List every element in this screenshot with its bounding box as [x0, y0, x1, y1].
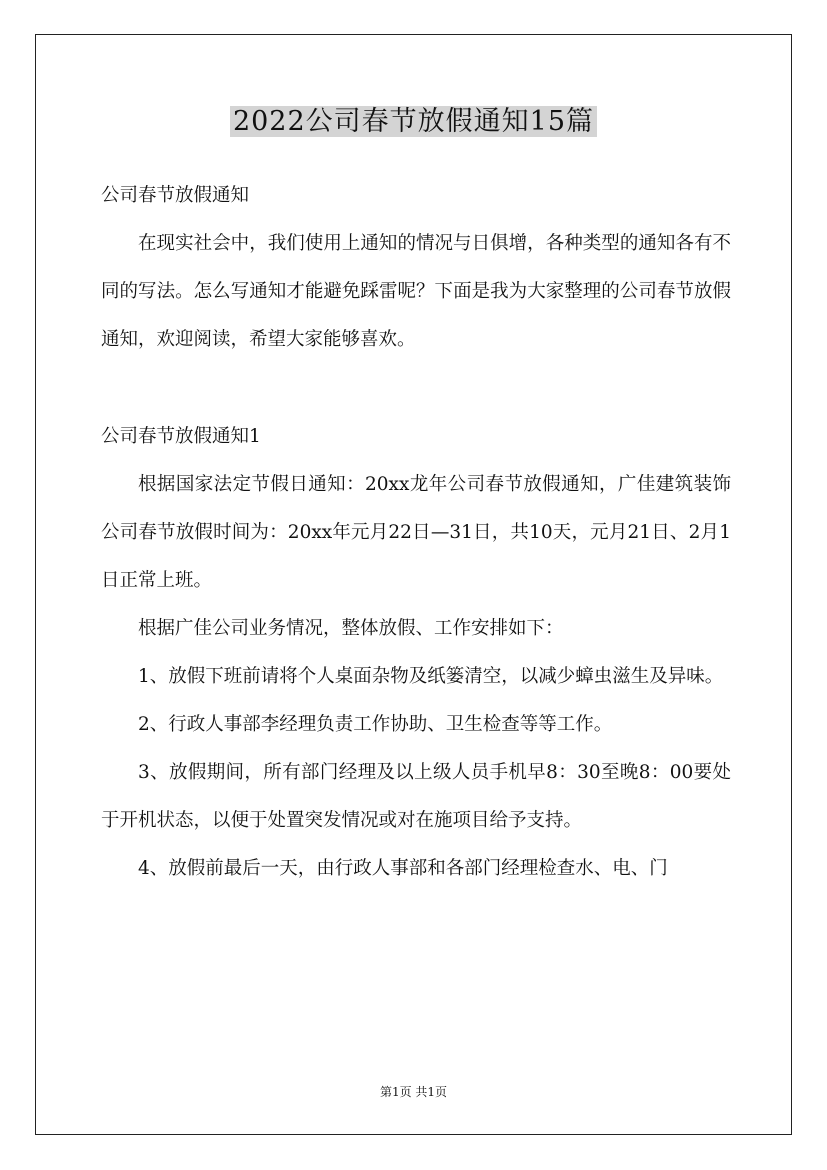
body-paragraph-5: 3、放假期间，所有部门经理及以上级人员手机早8：30至晚8：00要处于开机状态，以便于处置突发情况或对在施项目给予支持。 — [101, 762, 731, 831]
intro-paragraph: 在现实社会中，我们使用上通知的情况与日俱增，各种类型的通知各有不同的写法。怎么写通知才能避免踩雷呢？下面是我为大家整理的公司春节放假通知，欢迎阅读，希望大家能够喜欢。 — [101, 233, 731, 350]
body-paragraph-3: 1、放假下班前请将个人桌面杂物及纸篓清空，以减少蟑虫滋生及异味。 — [138, 666, 724, 687]
body-paragraph-2: 根据广佳公司业务情况，整体放假、工作安排如下： — [138, 618, 564, 639]
page-footer: 第1页 共1页 — [379, 1085, 448, 1099]
body-paragraph-6: 4、放假前最后一天，由行政人事部和各部门经理检查水、电、门 — [138, 858, 668, 879]
paragraph-spacer — [101, 364, 731, 413]
document-body — [101, 172, 731, 893]
body-paragraph-1: 根据国家法定节假日通知：20xx龙年公司春节放假通知，广佳建筑装饰公司春节放假时间为：20xx年元月22日—31日，共10天，元月21日、2月1日正常上班。 — [101, 474, 731, 591]
notice-heading: 公司春节放假通知1 — [101, 426, 261, 447]
document-title — [0, 100, 827, 144]
document-title-text: 2022公司春节放假通知15篇 — [230, 106, 597, 137]
body-paragraph-4: 2、行政人事部李经理负责工作协助、卫生检查等等工作。 — [138, 714, 613, 735]
section-heading: 公司春节放假通知 — [101, 185, 250, 206]
